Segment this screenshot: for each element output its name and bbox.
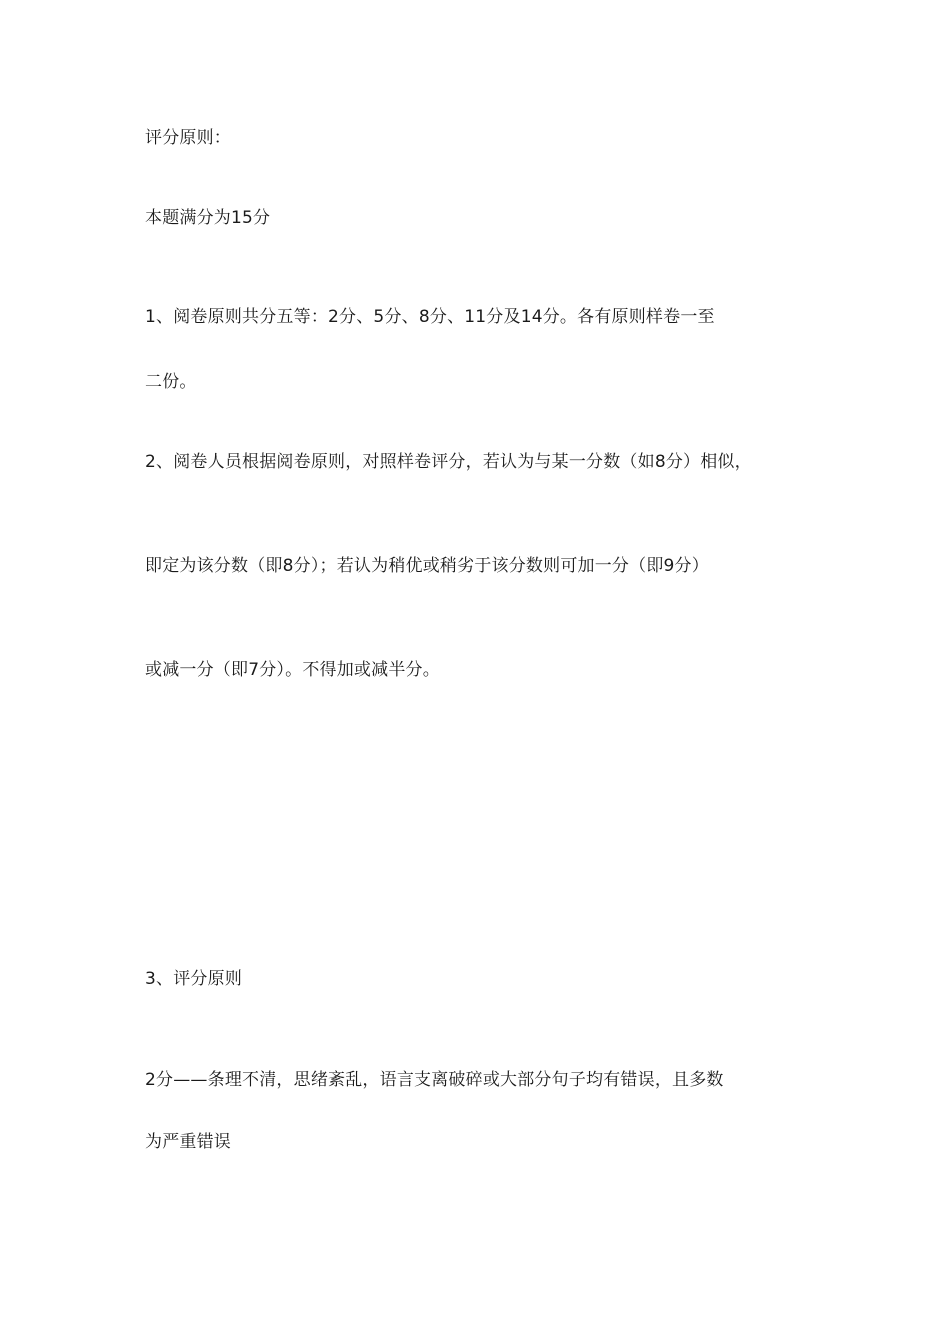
full-score-text: 本题满分为15分: [145, 208, 271, 228]
rule1-line1: 1、阅卷原则共分五等：2分、5分、8分、11分及14分。各有原则样卷一至: [145, 307, 715, 327]
rule3-title: 3、评分原则: [145, 969, 243, 989]
rule2-line3: 或减一分（即7分）。不得加或减半分。: [145, 660, 440, 680]
rule2-line1: 2、阅卷人员根据阅卷原则，对照样卷评分，若认为与某一分数（如8分）相似，: [145, 452, 752, 472]
rule3-grade2-line2: 为严重错误: [145, 1132, 231, 1152]
rule3-grade2-line1: 2分——条理不清，思绪紊乱，语言支离破碎或大部分句子均有错误，且多数: [145, 1070, 724, 1090]
rule1-line2: 二份。: [145, 372, 197, 392]
section-heading: 评分原则：: [145, 128, 231, 148]
rule2-line2: 即定为该分数（即8分）；若认为稍优或稍劣于该分数则可加一分（即9分）: [145, 556, 709, 576]
